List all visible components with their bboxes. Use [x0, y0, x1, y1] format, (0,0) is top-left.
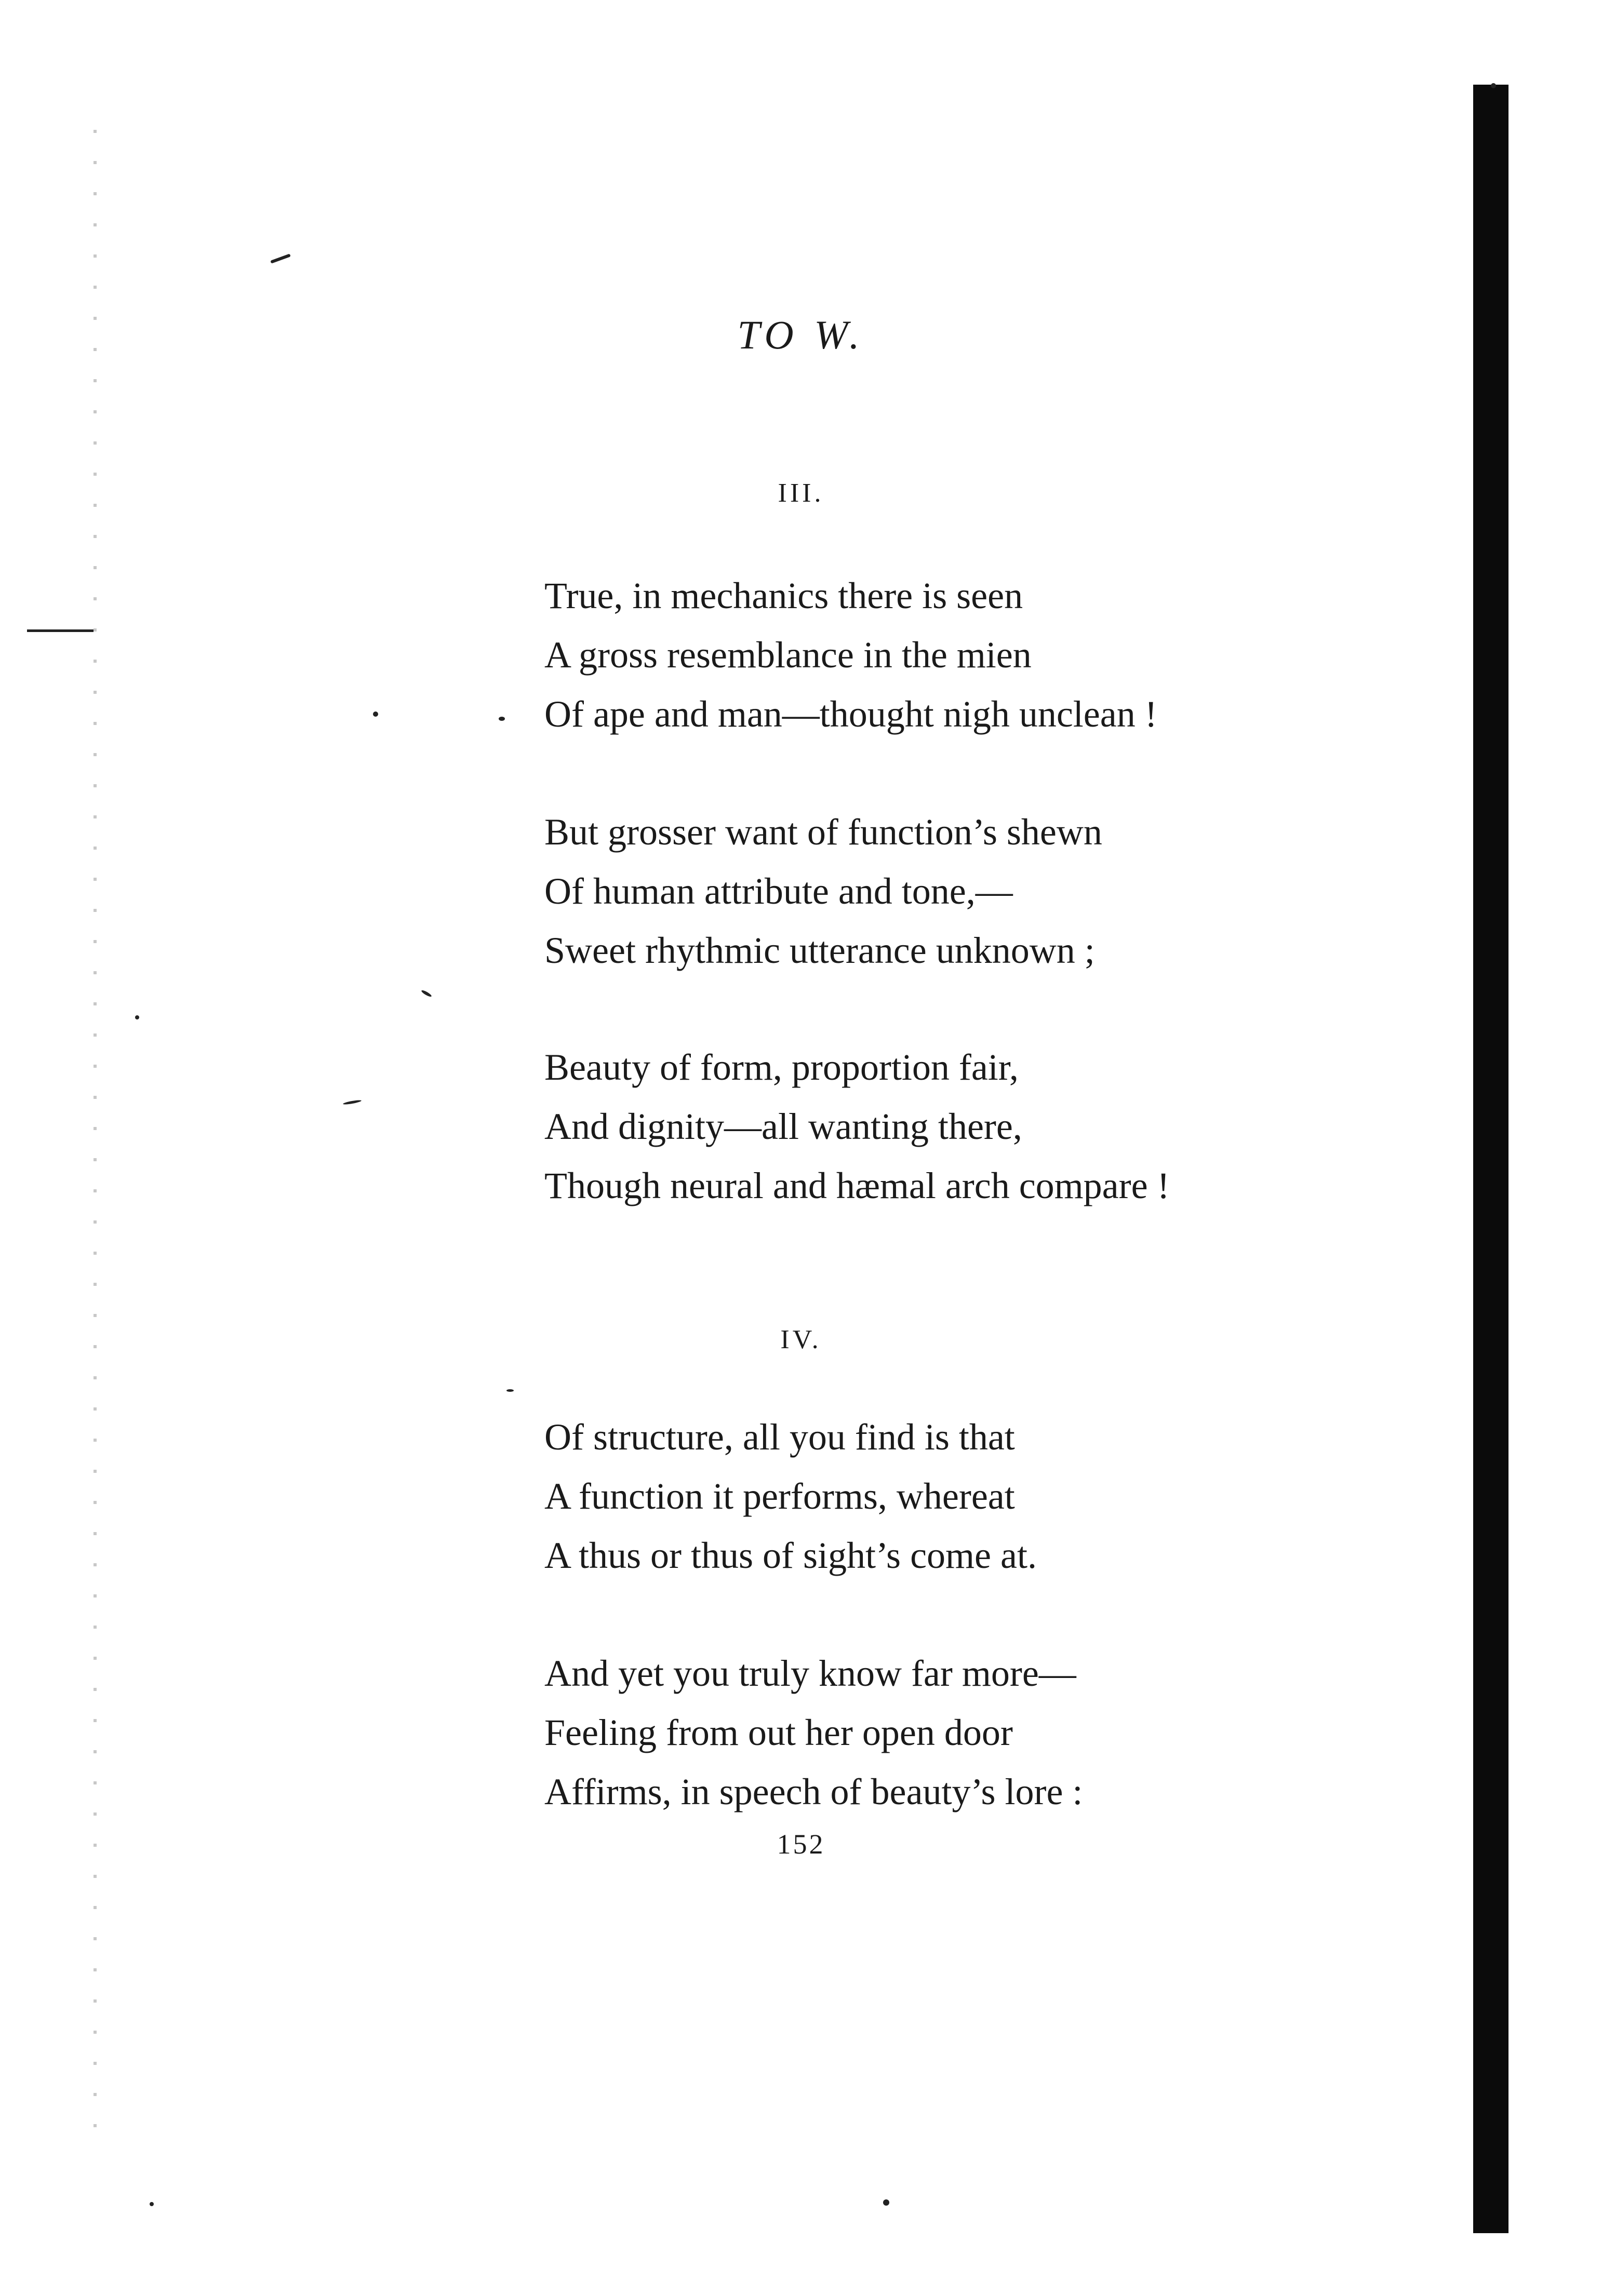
poem-line: Sweet rhythmic utterance unknown ; — [544, 930, 1095, 971]
print-speck — [421, 989, 432, 998]
print-speck — [499, 717, 505, 721]
poem-line: Of structure, all you find is that — [544, 1416, 1015, 1458]
poem-line: But grosser want of function’s shewn — [544, 811, 1102, 853]
poem-line: A gross resemblance in the mien — [544, 634, 1032, 676]
print-speck — [135, 1015, 139, 1019]
print-speck — [270, 253, 291, 263]
poem-line: Affirms, in speech of beauty’s lore : — [544, 1771, 1083, 1812]
poem-line: And dignity—all wanting there, — [544, 1106, 1022, 1147]
print-speck — [883, 2199, 889, 2206]
print-speck — [150, 2202, 154, 2206]
stanza — [544, 566, 1157, 744]
stanza — [544, 1407, 1037, 1585]
stanza — [544, 1644, 1083, 1821]
stanza — [544, 802, 1102, 980]
print-speck — [506, 1389, 514, 1392]
poem-line: Feeling from out her open door — [544, 1712, 1013, 1753]
poem-line: True, in mechanics there is seen — [544, 575, 1023, 616]
stanza — [544, 1038, 1170, 1215]
poem-line: Of ape and man—thought nigh unclean ! — [544, 693, 1157, 735]
poem-line: Beauty of form, proportion fair, — [544, 1046, 1019, 1088]
print-speck — [373, 711, 378, 717]
poem-line: A function it performs, whereat — [544, 1475, 1015, 1517]
section-number-iii: III. — [778, 478, 824, 508]
poem-line: Of human attribute and tone,— — [544, 870, 1013, 912]
poem-line: And yet you truly know far more— — [544, 1653, 1076, 1694]
section-number-iv: IV. — [780, 1325, 822, 1354]
poem-line: Though neural and hæmal arch compare ! — [544, 1165, 1170, 1206]
print-speck — [343, 1099, 362, 1105]
poem-title: TO W. — [737, 312, 865, 357]
page-number: 152 — [777, 1829, 825, 1860]
margin-mark — [27, 629, 94, 632]
binding-edge — [1473, 85, 1508, 2233]
poem-line: A thus or thus of sight’s come at. — [544, 1535, 1037, 1576]
print-speck — [1491, 83, 1496, 88]
